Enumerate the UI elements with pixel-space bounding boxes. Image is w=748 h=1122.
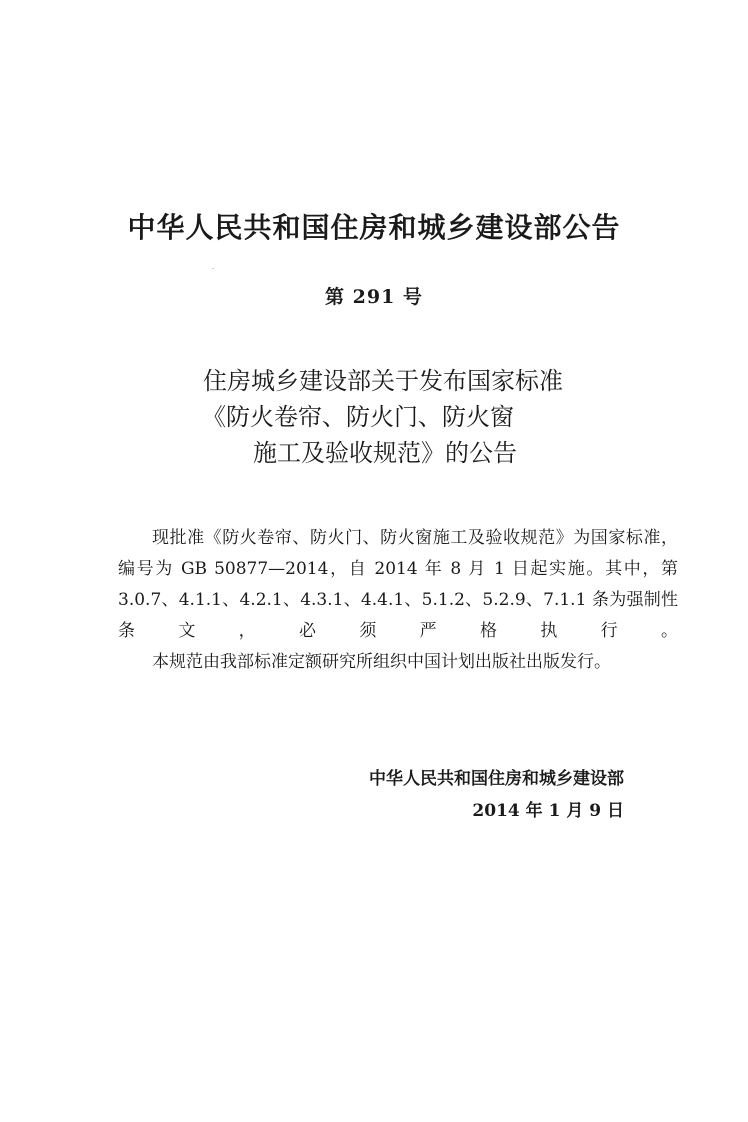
bulletin-number: 第 291 号 — [325, 286, 423, 308]
subject-line-3: 施工及验收规范》的公告 — [253, 439, 517, 467]
paragraph-publication: 本规范由我部标准定额研究所组织中国计划出版社出版发行。 — [152, 652, 611, 672]
subject-line-2: 《防火卷帘、防火门、防火窗 — [202, 403, 514, 431]
bulletin-title: 中华人民共和国住房和城乡建设部公告 — [127, 211, 621, 244]
scan-speck — [212, 268, 214, 269]
issue-date: 2014 年 1 月 9 日 — [472, 801, 624, 821]
subject-line-1: 住房城乡建设部关于发布国家标准 — [203, 367, 563, 395]
issuer-name: 中华人民共和国住房和城乡建设部 — [369, 769, 624, 789]
paragraph-approval: 现批准《防火卷帘、防火门、防火窗施工及验收规范》为国家标准，编号为 GB 50877—2014，自 2014 年 8 月 1 日起实施。其中，第 3.0.7、4.1.1、4.2.1、4.3.1、4.4.1、5.1.2、5.2.9、7.1.1 条为强制性条文，必须严格执行。 — [118, 528, 678, 641]
